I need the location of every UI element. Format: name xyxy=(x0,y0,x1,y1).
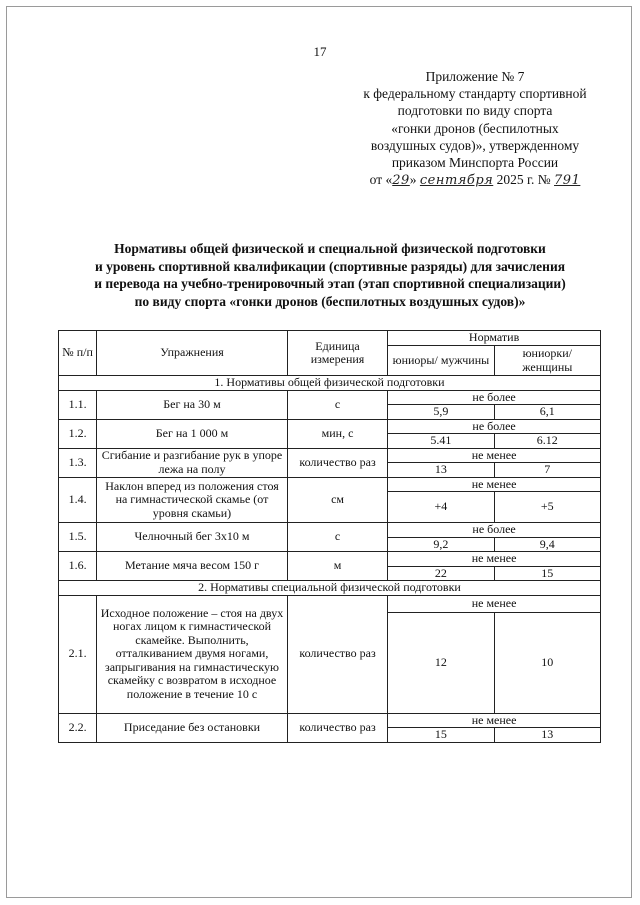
row-unit: с xyxy=(287,390,387,419)
title-line: Нормативы общей физической и специальной физической подготовки xyxy=(114,241,546,256)
row-condition: не менее xyxy=(388,595,601,612)
document-title xyxy=(40,240,620,310)
row-male-value: 5.41 xyxy=(388,434,494,449)
row-exercise: Наклон вперед из положения стоя на гимнастической скамье (от уровня скамьи) xyxy=(97,477,288,523)
row-condition: не менее xyxy=(388,477,601,492)
row-num: 1.2. xyxy=(59,419,97,448)
row-exercise: Челночный бег 3x10 м xyxy=(97,523,288,552)
row-male-value: 5,9 xyxy=(388,405,494,420)
row-male-value: 15 xyxy=(388,728,494,743)
header-female: юниорки/ женщины xyxy=(494,346,600,376)
appendix-line: «гонки дронов (беспилотных xyxy=(391,120,559,136)
row-unit: м xyxy=(287,552,387,581)
header-exercise: Упражнения xyxy=(97,331,288,376)
appendix-line: приказом Минспорта России xyxy=(391,155,559,171)
row-condition: не более xyxy=(388,419,601,434)
header-unit: Единица измерения xyxy=(287,331,387,376)
row-female-value: 10 xyxy=(494,612,600,713)
section-title: 2. Нормативы специальной физической подготовки xyxy=(59,581,601,596)
date-prefix: от « xyxy=(369,172,393,188)
appendix-line: к федеральному стандарту спортивной xyxy=(363,86,587,102)
row-unit: количество раз xyxy=(287,595,387,713)
row-unit: см xyxy=(287,477,387,523)
row-female-value: 7 xyxy=(494,463,600,478)
row-num: 2.2. xyxy=(59,713,97,742)
row-female-value: +5 xyxy=(494,492,600,523)
row-male-value: 13 xyxy=(388,463,494,478)
section-title: 1. Нормативы общей физической подготовки xyxy=(59,376,601,391)
row-condition: не менее xyxy=(388,552,601,567)
row-exercise: Приседание без остановки xyxy=(97,713,288,742)
row-exercise: Исходное положение – стоя на двух ногах лицом к гимнастической скамейке. Выполнить, отталкиванием двумя ногами, запрыгивания на гимнастическую скамейку с возвратом в исходное положение в течение 10 с xyxy=(97,595,288,713)
row-unit: количество раз xyxy=(287,713,387,742)
row-female-value: 6.12 xyxy=(494,434,600,449)
row-male-value: 22 xyxy=(388,566,494,581)
row-female-value: 6,1 xyxy=(494,405,600,420)
row-num: 1.1. xyxy=(59,390,97,419)
row-male-value: 9,2 xyxy=(388,537,494,552)
row-male-value: 12 xyxy=(388,612,494,713)
title-line: и уровень спортивной квалификации (спортивные разряды) для зачисления xyxy=(94,258,566,274)
header-num: № п/п xyxy=(59,331,97,376)
handwritten-order-number: 791 xyxy=(554,173,581,189)
row-exercise: Метание мяча весом 150 г xyxy=(97,552,288,581)
header-norm: Норматив xyxy=(388,331,601,346)
title-line: и перевода на учебно-тренировочный этап (этап спортивной специализации) xyxy=(94,276,566,291)
handwritten-day: 29 xyxy=(392,173,410,189)
appendix-line: подготовки по виду спорта xyxy=(397,103,553,119)
appendix-block xyxy=(330,68,620,189)
row-female-value: 13 xyxy=(494,728,600,743)
year-suffix: 2025 г. № xyxy=(496,172,551,188)
handwritten-month: сентября xyxy=(419,173,494,189)
date-mid: » xyxy=(409,172,417,188)
row-exercise: Сгибание и разгибание рук в упоре лежа на полу xyxy=(97,448,288,477)
row-condition: не менее xyxy=(388,713,601,728)
row-num: 1.3. xyxy=(59,448,97,477)
title-line: по виду спорта «гонки дронов (беспилотных воздушных судов)» xyxy=(134,293,526,309)
norms-table xyxy=(58,330,601,743)
page-number: 17 xyxy=(313,44,327,59)
row-condition: не более xyxy=(388,523,601,538)
appendix-line: Приложение № 7 xyxy=(425,69,525,84)
row-num: 1.5. xyxy=(59,523,97,552)
row-female-value: 15 xyxy=(494,566,600,581)
row-unit: количество раз xyxy=(287,448,387,477)
row-num: 1.4. xyxy=(59,477,97,523)
row-exercise: Бег на 1 000 м xyxy=(97,419,288,448)
row-condition: не более xyxy=(388,390,601,405)
row-unit: с xyxy=(287,523,387,552)
row-condition: не менее xyxy=(388,448,601,463)
row-num: 2.1. xyxy=(59,595,97,713)
order-date-line xyxy=(330,171,620,189)
row-male-value: +4 xyxy=(388,492,494,523)
row-female-value: 9,4 xyxy=(494,537,600,552)
row-num: 1.6. xyxy=(59,552,97,581)
header-male: юниоры/ мужчины xyxy=(388,346,494,376)
row-unit: мин, с xyxy=(287,419,387,448)
row-exercise: Бег на 30 м xyxy=(97,390,288,419)
appendix-line: воздушных судов)», утвержденному xyxy=(370,137,580,153)
